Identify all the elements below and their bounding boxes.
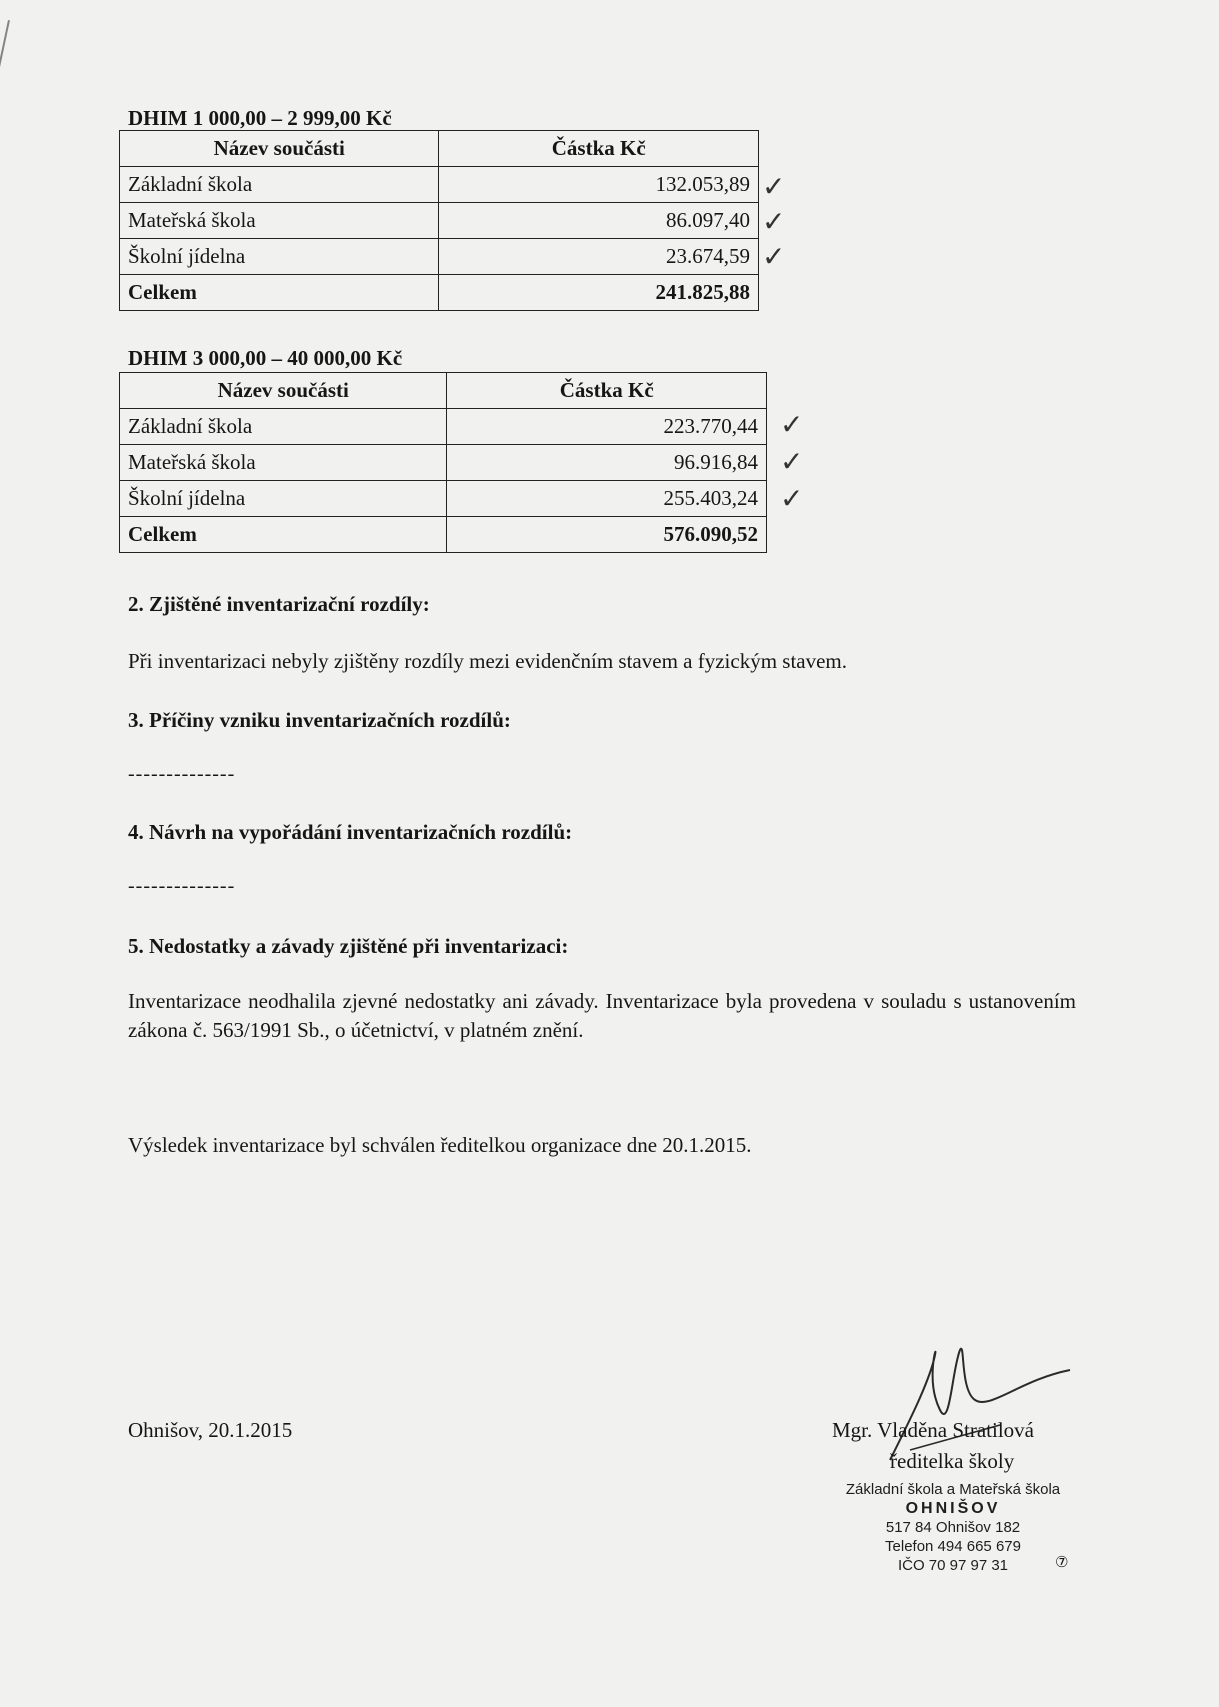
section-4-text: -------------- <box>128 875 236 897</box>
table2 <box>119 372 767 553</box>
result-text: Výsledek inventarizace byl schválen ředitelkou organizace dne 20.1.2015. <box>128 1133 752 1157</box>
table1 <box>119 130 759 311</box>
check-mark-icon: ✓ <box>762 170 786 203</box>
check-mark-icon: ✓ <box>780 408 804 441</box>
check-mark-icon: ✓ <box>762 205 786 238</box>
margin-line <box>0 20 10 382</box>
table-row <box>120 203 759 239</box>
table1-heading: DHIM 1 000,00 – 2 999,00 Kč <box>128 106 392 130</box>
section-5-text: Inventarizace neodhalila zjevné nedostatky ani závady. Inventarizace byla provedena v souladu s ustanovením zákona č. 563/1991 Sb., o účetnictví, v platném znění. <box>128 989 1076 1042</box>
check-mark-icon: ✓ <box>780 482 804 515</box>
row-amount: 96.916,84 <box>447 445 767 481</box>
place-date: Ohnišov, 20.1.2015 <box>128 1418 293 1442</box>
total-amount: 241.825,88 <box>439 275 759 311</box>
stamp-phone: Telefon 494 665 679 <box>885 1538 1021 1555</box>
section-3-title: 3. Příčiny vzniku inventarizačních rozdílů: <box>128 708 511 732</box>
stamp-town: OHNIŠOV <box>905 1500 1001 1517</box>
row-amount: 255.403,24 <box>447 481 767 517</box>
row-amount: 223.770,44 <box>447 409 767 445</box>
table-row <box>120 167 759 203</box>
table-row <box>120 481 767 517</box>
page-stamp-number: ⑦ <box>1055 1553 1069 1571</box>
total-amount: 576.090,52 <box>447 517 767 553</box>
signer-role: ředitelka školy <box>890 1449 1015 1473</box>
row-amount: 132.053,89 <box>439 167 759 203</box>
check-mark-icon: ✓ <box>780 445 804 478</box>
col-name-header: Název součásti <box>120 373 447 409</box>
total-row <box>120 275 759 311</box>
section-2-text: Při inventarizaci nebyly zjištěny rozdíly mezi evidenčním stavem a fyzickým stavem. <box>128 649 848 673</box>
total-label: Celkem <box>120 275 439 311</box>
row-amount: 86.097,40 <box>439 203 759 239</box>
table-header-row <box>120 373 767 409</box>
section-3-text: -------------- <box>128 763 236 785</box>
row-name: Mateřská škola <box>120 445 447 481</box>
section-5-title: 5. Nedostatky a závady zjištěné při inventarizaci: <box>128 934 569 958</box>
section-4-title: 4. Návrh na vypořádání inventarizačních rozdílů: <box>128 820 573 844</box>
table-header-row <box>120 131 759 167</box>
row-name: Základní škola <box>120 167 439 203</box>
table-row <box>120 445 767 481</box>
check-mark-icon: ✓ <box>762 240 786 273</box>
total-row <box>120 517 767 553</box>
col-amount-header: Částka Kč <box>439 131 759 167</box>
school-stamp <box>818 1480 1088 1575</box>
col-amount-header: Částka Kč <box>447 373 767 409</box>
table-row <box>120 409 767 445</box>
row-name: Mateřská škola <box>120 203 439 239</box>
row-name: Základní škola <box>120 409 447 445</box>
stamp-org: Základní škola a Mateřská škola <box>845 1481 1061 1498</box>
col-name-header: Název součásti <box>120 131 439 167</box>
row-name: Školní jídelna <box>120 481 447 517</box>
total-label: Celkem <box>120 517 447 553</box>
section-2-title: 2. Zjištěné inventarizační rozdíly: <box>128 592 430 616</box>
table-row <box>120 239 759 275</box>
stamp-ico: IČO 70 97 97 31 <box>897 1557 1009 1574</box>
row-name: Školní jídelna <box>120 239 439 275</box>
table2-heading: DHIM 3 000,00 – 40 000,00 Kč <box>128 346 403 370</box>
row-amount: 23.674,59 <box>439 239 759 275</box>
signer-name: Mgr. Vladěna Stratilová <box>832 1418 1034 1442</box>
stamp-address: 517 84 Ohnišov 182 <box>885 1519 1021 1536</box>
